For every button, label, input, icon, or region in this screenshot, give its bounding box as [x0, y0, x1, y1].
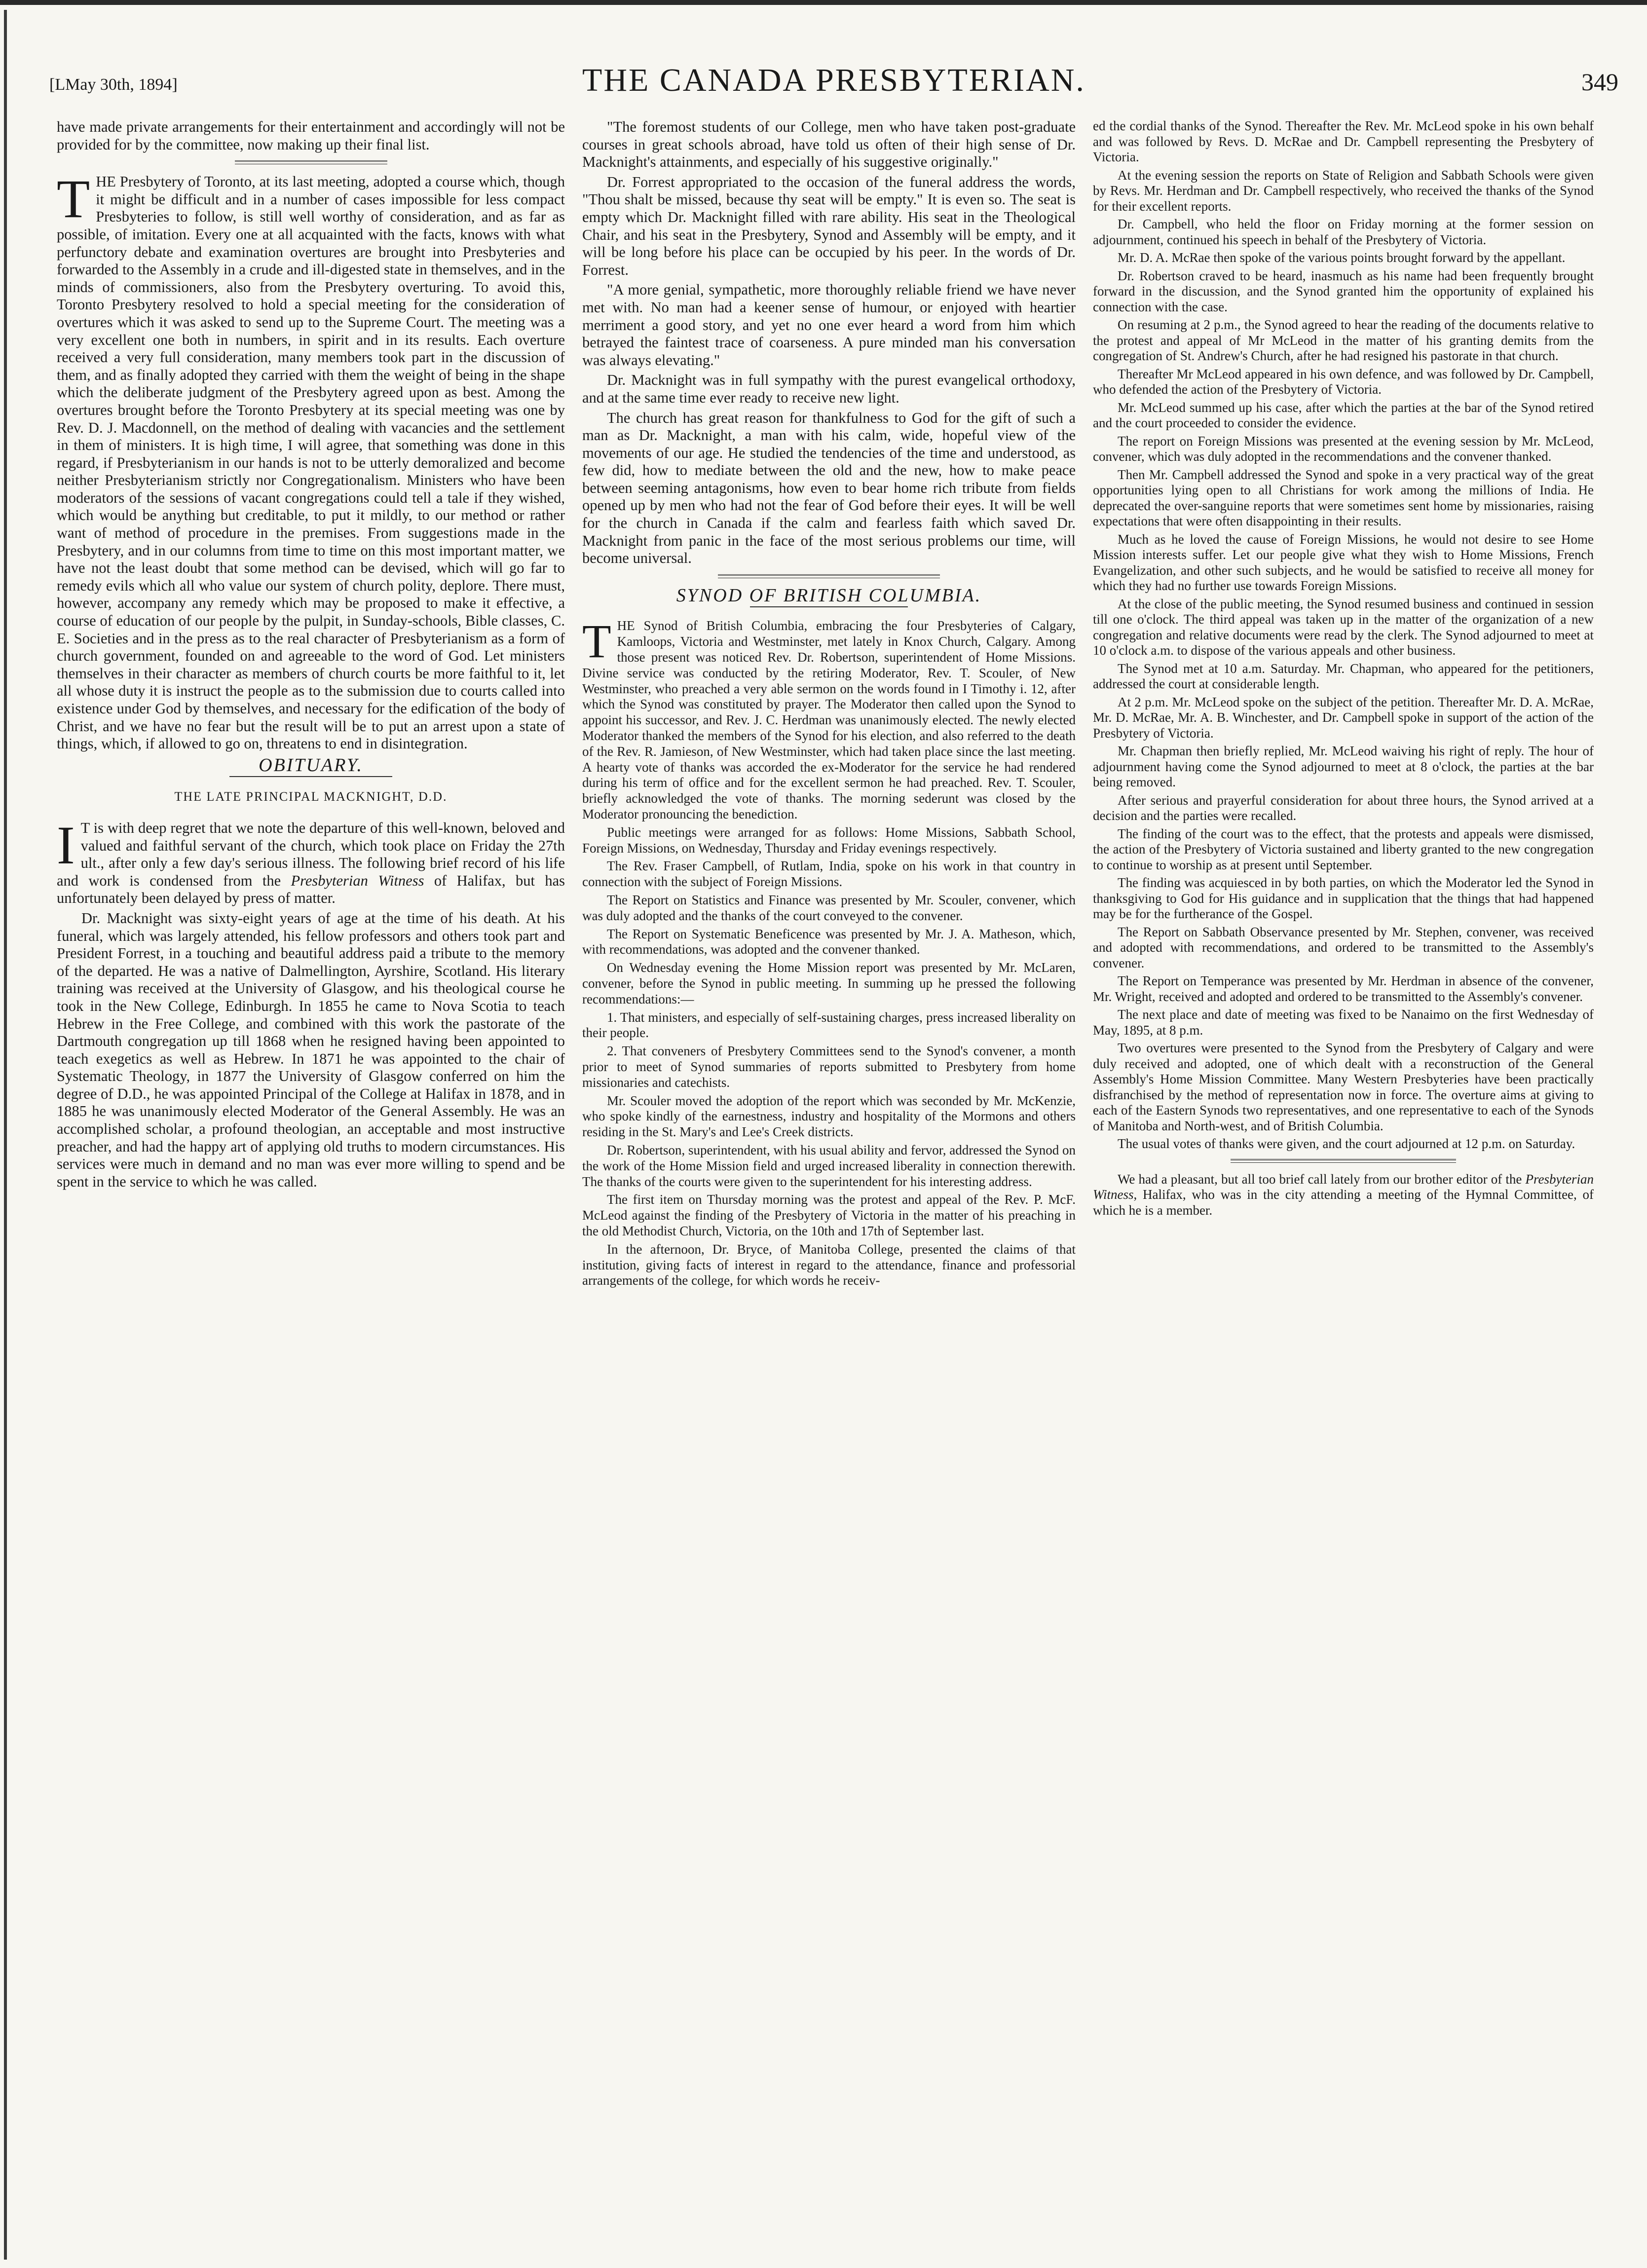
publication-name: Presbyterian Witness: [1093, 1171, 1594, 1202]
editor-note-text-a: We had a pleasant, but all too brief call lately from our brother editor of the: [1118, 1171, 1526, 1187]
divider: [718, 574, 940, 578]
synod-paragraph: [582, 615, 1076, 822]
page-number: 349: [1581, 68, 1618, 96]
paragraph: Dr. Robertson craved to be heard, inasmuch as his name had been frequently brought forward in the discussion, and the Synod granted him the opportunity of explained his connection with the case.: [1093, 268, 1594, 314]
paragraph: Dr. Robertson, superintendent, with his usual ability and fervor, addressed the Synod on the work of the Home Mission field and urged increased liberality in connection therewith. The thanks of the courts were given to the superintendent for his interesting address.: [582, 1142, 1076, 1189]
paragraph: After serious and prayerful consideration for about three hours, the Synod arrived at a decision and the parties were recalled.: [1093, 792, 1594, 823]
section-title-obituary: OBITUARY.: [259, 754, 363, 776]
paragraph: Much as he loved the cause of Foreign Missions, he would not desire to see Home Mission interests suffer. Let our people give what they wish to Home Missions, French Evangelization, and other such subjects, and he would be satisfied to receive all money for which they had no further use towards Foreign Missions.: [1093, 531, 1594, 593]
divider: [1231, 1159, 1456, 1163]
paragraph: At the evening session the reports on State of Religion and Sabbath Schools were given by Revs. Mr. Herdman and Dr. Campbell respectively, who received the thanks of the Synod for their excellent reports.: [1093, 167, 1594, 214]
column-1: [57, 118, 565, 1193]
paragraph: At 2 p.m. Mr. McLeod spoke on the subject of the petition. Thereafter Mr. D. A. McRae, Mr. D. McRae, Mr. A. B. Winchester, and Dr. Campbell spoke in support of the action of the Presbytery of Victoria.: [1093, 694, 1594, 741]
paragraph: have made private arrangements for their entertainment and accordingly will not be provided for by the committee, now making up their final list.: [57, 118, 565, 153]
section-title-synod: SYNOD OF BRITISH COLUMBIA.: [676, 585, 982, 606]
paragraph: Thereafter Mr McLeod appeared in his own defence, and was followed by Dr. Campbell, who defended the action of the Presbytery of Victoria.: [1093, 366, 1594, 397]
top-rule: [0, 0, 1647, 5]
paragraph: Dr. Macknight was sixty-eight years of age at the time of his death. At his funeral, which was largely attended, his fellow professors and others took part and President Forrest, in a touching and beautiful address paid a tribute to the memory of the departed. He was a native of Dalmellington, Ayrshire, Scotland. His literary training was received at the University of Glasgow, and his theological course he took in the New College, Edinburgh. In 1855 he came to Nova Scotia to teach Hebrew in the Free College, and combined with this work the pastorate of the Dartmouth congregation up till 1868 when he resigned having been appointed to teach exegetics as well as Hebrew. In 1871 he was appointed to the chair of Systematic Theology, in 1877 the University of Glasgow conferred on him the degree of D.D., he was appointed Principal of the College at Halifax in 1878, and in 1885 he was unanimously elected Moderator of the General Assembly. He was an accomplished scholar, a profound theologian, an acceptable and most instructive preacher, and had the happy art of applying old truths to modern circumstances. His services were much in demand and no man was ever more willing to spend and be spent in the service to which he was called.: [57, 909, 565, 1190]
divider: [235, 160, 387, 164]
paragraph: The Report on Statistics and Finance was presented by Mr. Scouler, convener, which was duly adopted and the thanks of the court conveyed to the convener.: [582, 892, 1076, 923]
editorial-paragraph: [57, 169, 565, 753]
column-2: [582, 118, 1076, 1291]
paragraph: The Synod met at 10 a.m. Saturday. Mr. Chapman, who appeared for the petitioners, addressed the court at considerable length.: [1093, 661, 1594, 691]
paragraph: Two overtures were presented to the Synod from the Presbytery of Calgary and were duly received and adopted, one of which dealt with a reconstruction of the General Assembly's Home Mission Committee. Many Western Presbyteries have been practically disfranchised by the method of representation now in force. The overture aims at giving to each of the Eastern Synods two representatives, and one representative to each of the Synods of Manitoba and North-west, and of British Columbia.: [1093, 1041, 1594, 1133]
paragraph: On resuming at 2 p.m., the Synod agreed to hear the reading of the documents relative to the protest and appeal of Mr McLeod in the matter of his granting demits from the congregation of St. Andrew's Church, after he had resigned his pastorate in that church.: [1093, 317, 1594, 363]
paragraph: The first item on Thursday morning was the protest and appeal of the Rev. P. McF. McLeod against the finding of the Presbytery of Victoria in the matter of his preaching in the old Methodist Church, Victoria, on the 10th and 17th of September last.: [582, 1192, 1076, 1238]
paragraph: On Wednesday evening the Home Mission report was presented by Mr. McLaren, convener, before the Synod in public meeting. In summing up he pressed the following recommendations:—: [582, 960, 1076, 1006]
paragraph: The Report on Sabbath Observance presented by Mr. Stephen, convener, was received and adopted with recommendations, and ordered to be transmitted to the Assembly's convener.: [1093, 924, 1594, 970]
paragraph: ed the cordial thanks of the Synod. Thereafter the Rev. Mr. McLeod spoke in his own behalf and was followed by Revs. D. McRae and Dr. Campbell representing the Presbytery of Victoria.: [1093, 118, 1594, 164]
paragraph: Mr. D. A. McRae then spoke of the various points brought forward by the appellant.: [1118, 250, 1566, 265]
paragraph: The finding was acquiesced in by both parties, on which the Moderator led the Synod in thanksgiving to God for His guidance and in supplication that the things that had happened may be for the furtherance of the Gospel.: [1093, 875, 1594, 921]
paragraph: The church has great reason for thankfulness to God for the gift of such a man as Dr. Macknight, a man with his calm, wide, hopeful view of the movements of our age. He studied the tendencies of the time and understood, as few did, how to mediate between the old and the new, how to make peace between seeming antagonisms, how even to bear home rich tribute from fields opened up by men who had not the fear of God before their eyes. It will be well for the church in Canada if the calm and fearless faith which saved Dr. Macknight from panic in the face of the most serious problems our time, will become universal.: [582, 409, 1076, 567]
drop-cap: T: [582, 615, 611, 668]
paragraph: Mr. Scouler moved the adoption of the report which was seconded by Mr. McKenzie, who spoke kindly of the earnestness, industry and hospitality of the Mormons and others residing in the St. Mary's and Lee's Creek districts.: [582, 1093, 1076, 1140]
paragraph: Then Mr. Campbell addressed the Synod and spoke in a very practical way of the great opportunities lying open to all Christians for work among the millions of India. He deprecated the over-sanguine reports that were sometimes sent home by missionaries, raising expectations that were often disappointing in their results.: [1093, 467, 1594, 528]
paragraph: "The foremost students of our College, men who have taken post-graduate courses in great schools abroad, have told us often of their high sense of Dr. Macknight's attainments, and especially of his suggestive originally.": [582, 118, 1076, 171]
paragraph: Public meetings were arranged for as follows: Home Missions, Sabbath School, Foreign Missions, on Wednesday, Thursday and Friday evenings respectively.: [582, 824, 1076, 855]
paragraph: 2. That conveners of Presbytery Committees send to the Synod's convener, a month prior to meet of Synod summaries of reports submitted to Presbytery from home missionaries and catechists.: [582, 1043, 1076, 1090]
paragraph: The usual votes of thanks were given, and the court adjourned at 12 p.m. on Saturday.: [1118, 1136, 1575, 1151]
paragraph: "A more genial, sympathetic, more thoroughly reliable friend we have never met with. No man had a keener sense of humour, or enjoyed with heartier merriment a good story, and yet no one ever heard a word from him which betrayed the faintest trace of coarseness. A pure minded man his conversation was always elevating.": [582, 281, 1076, 369]
paragraph: 1. That ministers, and especially of self-sustaining charges, press increased liberality on their people.: [582, 1009, 1076, 1041]
synod-text: HE Synod of British Columbia, embracing the four Presbyteries of Calgary, Kamloops, Victoria and Westminster, met lately in Knox Church, Calgary. Among those present was noticed Rev. Dr. Robertson, superintendent of Home Missions. Divine service was conducted by the retiring Moderator, Rev. T. Scouler, of New Westminster, who preached a very able sermon on the words found in I Timothy i. 12, after which the Synod was constituted by prayer. The Moderator then called upon the Synod to appoint his successor, and Rev. J. C. Herdman was unanimously elected. The newly elected Moderator thanked the members of the Synod for his election, and also referred to the death of the Rev. R. Jamieson, of New Westminster, which had taken place since the last meeting. A hearty vote of thanks was accorded the ex-Moderator for the service he had rendered during his term of office and for the excellent sermon he had preached. Rev. T. Scouler, briefly acknowledged the vote of thanks. The morning sederunt was closed by the Moderator pronouncing the benediction.: [582, 618, 1076, 821]
paragraph: The Rev. Fraser Campbell, of Rutlam, India, spoke on his work in that country in connection with the subject of Foreign Missions.: [582, 858, 1076, 890]
title-underline: [750, 606, 908, 607]
editorial-text: HE Presbytery of Toronto, at its last meeting, adopted a course which, though it might be difficult and in a number of cases impossible for less compact Presbyteries to follow, is still well worthy of consideration, and as far as possible, of imitation. Every one at all acquainted with the facts, knows with what perfunctory debate and examination overtures are brought into Presbyteries and forwarded to the Assembly in a crude and ill-digested state in themselves, and in the minds of commissioners, also from the Presbytery overturing. To avoid this, Toronto Presbytery resolved to hold a special meeting for the consideration of overtures which it was asked to send up to the Supreme Court. The meeting was a very excellent one both in numbers, in spirit and in its results. Each overture received a very full consideration, many members took part in the discussion of them, and as finally adopted they carried with them the weight of being in the shape which the deliberate judgment of the Presbytery agreed upon as best. Among the overtures brought before the Toronto Presbytery at its special meeting was one by Rev. D. J. Macdonnell, on the method of dealing with vacancies and the settlement in them of ministers. It is high time, I will agree, that something was done in this regard, if Presbyterianism in our hands is not to be utterly demoralized and become neither Presbyterianism strictly nor Congregationalism. Ministers who have been moderators of the sessions of vacant congregations could tell a tale if they wished, which would be anything but creditable, to put it mildly, to our method or rather want of method of procedure in the premises. From suggestions made in the Presbytery, and in our columns from time to time on this most important matter, we have not the least doubt that some method can be devised, which will go far to remedy evils which all who value our system of church polity, deplore. There must, however, accompany any remedy which may be proposed to make it effective, a course of education of our people by the pulpit, in Sunday-schools, Bible classes, C. E. Societies and in the press as to the real character of Presbyterianism as a form of church government, founded on and agreeable to the word of God. Let ministers themselves in their character as members of church courts be more faithful to it, let all whose duty it is instruct the people as to the submission due to courts called into existence under God by themselves, and necessary for the edification of the body of Christ, and we have no fear but the result will be to put an arrest upon a state of things, which, if allowed to go on, threatens to end in disintegration.: [57, 173, 565, 752]
paragraph: The finding of the court was to the effect, that the protests and appeals were dismissed, the action of the Presbytery of Victoria sustained and liberty granted to the new congregation to continue to worship as at present until September.: [1093, 826, 1594, 872]
paragraph: Mr. Chapman then briefly replied, Mr. McLeod waiving his right of reply. The hour of adjournment having come the Synod adjourned to meet at 8 o'clock, the parties at the bar being removed.: [1093, 744, 1594, 789]
paragraph: Dr. Campbell, who held the floor on Friday morning at the former session on adjournment, continued his speech in behalf of the Presbytery of Victoria.: [1093, 217, 1594, 247]
editor-note: [1093, 1172, 1594, 1219]
issue-date: [LMay 30th, 1894]: [49, 75, 178, 94]
obituary-paragraph: [57, 815, 565, 907]
paragraph: At the close of the public meeting, the Synod resumed business and continued in session till one o'clock. The third appeal was taken up in the matter of the organization of a new congregation and relative documents were read by the clerk. The Synod adjourned to meet at 10 o'clock a.m. to dispose of the various appeals and other business.: [1093, 596, 1594, 658]
publication-title: THE CANADA PRESBYTERIAN.: [582, 62, 1086, 98]
paragraph: Dr. Forrest appropriated to the occasion of the funeral address the words, "Thou shalt be missed, because thy seat will be empty." It is even so. The seat is empty which Dr. Macknight filled with rare ability. His seat in the Theological Chair, and his seat in the Presbytery, Synod and Assembly will be empty, and it will be long before his place can be occupied by his peer. In the words of Dr. Forrest.: [582, 173, 1076, 278]
paragraph: Mr. McLeod summed up his case, after which the parties at the bar of the Synod retired and the court proceeded to consider the evidence.: [1093, 400, 1594, 430]
paragraph: Dr. Macknight was in full sympathy with the purest evangelical orthodoxy, and at the same time ever ready to receive new light.: [582, 372, 1076, 406]
paragraph: The Report on Systematic Beneficence was presented by Mr. J. A. Matheson, which, with recommendations, was adopted and the convener thanked.: [582, 926, 1076, 957]
column-3: [1093, 118, 1594, 1221]
paragraph: The Report on Temperance was presented by Mr. Herdman in absence of the convener, Mr. Wright, received and adopted and ordered to be transmitted to the Assembly's convener.: [1093, 973, 1594, 1004]
paragraph: The report on Foreign Missions was presented at the evening session by Mr. McLeod, convener, which was duly adopted in the recommendations and the convener thanked.: [1093, 433, 1594, 464]
drop-cap: T: [57, 169, 90, 229]
page-header: [49, 57, 1618, 101]
binding-spine: [4, 10, 7, 2260]
editor-note-text-b: , Halifax, who was in the city attending a meeting of the Hymnal Committee, of which he is a member.: [1093, 1187, 1594, 1218]
paragraph: The next place and date of meeting was fixed to be Nanaimo on the first Wednesday of May, 1895, at 8 p.m.: [1093, 1007, 1594, 1038]
obituary-text-b: of Halifax, but has unfortunately been delayed by press of matter.: [57, 872, 565, 907]
publication-name: Presbyterian Witness: [291, 872, 424, 889]
obituary-subtitle: THE LATE PRINCIPAL MACKNIGHT, D.D.: [174, 789, 448, 804]
paragraph: In the afternoon, Dr. Bryce, of Manitoba College, presented the claims of that institution, giving facts of interest in regard to the attendance, finance and professorial arrangements of the college, for which words he receiv-: [582, 1241, 1076, 1288]
title-underline: [229, 776, 392, 777]
drop-cap: I: [57, 815, 75, 875]
synod-report: [582, 615, 1076, 1289]
obituary-text-a: T is with deep regret that we note the departure of this well-known, beloved and valued and faithful servant of the church, which took place on Friday the 27th ult., after only a few day's serious illness. The following brief record of his life and work is condensed from the: [57, 819, 565, 889]
